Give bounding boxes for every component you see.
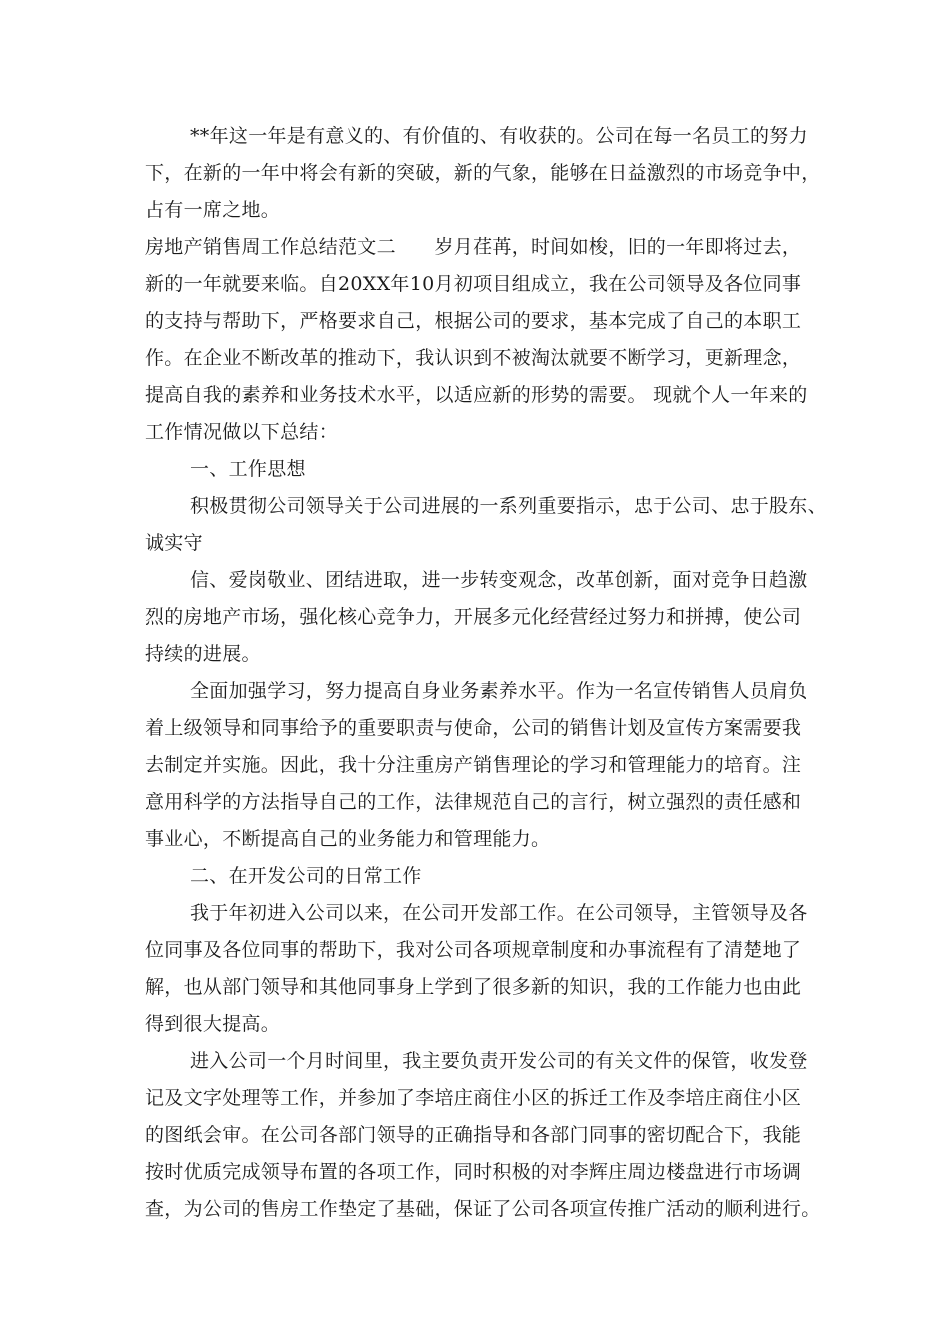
text-line: 积极贯彻公司领导关于公司进展的一系列重要指示，忠于公司、忠于股东、 [190,495,827,517]
text-line: 占有一席之地。 [145,199,281,221]
text-line: 烈的房地产市场，强化核心竞争力，开展多元化经营经过努力和拼搏，使公司 [145,606,802,628]
text-line: 解，也从部门领导和其他同事身上学到了很多新的知识，我的工作能力也由此 [145,976,802,998]
text-line: 提高自我的素养和业务技术水平，以适应新的形势的需要。 现就个人一年来的 [145,384,808,406]
text-line: 下，在新的一年中将会有新的突破，新的气象，能够在日益激烈的市场竞争中， [145,162,821,184]
text-line: 全面加强学习，努力提高自身业务素养水平。作为一名宣传销售人员肩负 [190,680,808,702]
text-line: 持续的进展。 [145,643,261,665]
text-line: 我于年初进入公司以来，在公司开发部工作。在公司领导，主管领导及各 [190,902,808,924]
text-line: 工作情况做以下总结： [145,421,339,443]
text-line: 位同事及各位同事的帮助下，我对公司各项规章制度和办事流程有了清楚地了 [145,939,802,961]
text-line: 的图纸会审。在公司各部门领导的正确指导和各部门同事的密切配合下，我能 [145,1124,802,1146]
text-line: 记及文字处理等工作，并参加了李培庄商住小区的拆迁工作及李培庄商住小区 [145,1087,802,1109]
text-line: **年这一年是有意义的、有价值的、有收获的。公司在每一名员工的努力 [190,125,808,147]
text-line: 着上级领导和同事给予的重要职责与使命，公司的销售计划及宣传方案需要我 [145,717,802,739]
text-line: 信、爱岗敬业、团结进取，进一步转变观念，改革创新，面对竞争日趋激 [190,569,808,591]
heading-work-thought: 一、工作思想 [190,458,306,480]
text-line: 得到很大提高。 [145,1013,281,1035]
text-line: 查，为公司的售房工作垫定了基础，保证了公司各项宣传推广活动的顺利进行。 [145,1198,821,1220]
text-line: 按时优质完成领导布置的各项工作，同时积极的对李辉庄周边楼盘进行市场调 [145,1161,802,1183]
heading-daily-work: 二、在开发公司的日常工作 [190,865,422,887]
text-line: 去制定并实施。因此，我十分注重房产销售理论的学习和管理能力的培育。注 [145,754,802,776]
text-line: 事业心，不断提高自己的业务能力和管理能力。 [145,828,551,850]
text-line: 诚实守 [145,532,203,554]
text-line: 进入公司一个月时间里，我主要负责开发公司的有关文件的保管，收发登 [190,1050,808,1072]
section-title: 房地产销售周工作总结范文二 岁月荏苒，时间如梭，旧的一年即将过去， [145,236,802,258]
text-line: 作。在企业不断改革的推动下，我认识到不被淘汰就要不断学习，更新理念， [145,347,802,369]
text-line: 新的一年就要来临。自20XX年10月初项目组成立，我在公司领导及各位同事 [145,273,802,295]
text-line: 的支持与帮助下，严格要求自己，根据公司的要求，基本完成了自己的本职工 [145,310,802,332]
text-line: 意用科学的方法指导自己的工作，法律规范自己的言行，树立强烈的责任感和 [145,791,802,813]
